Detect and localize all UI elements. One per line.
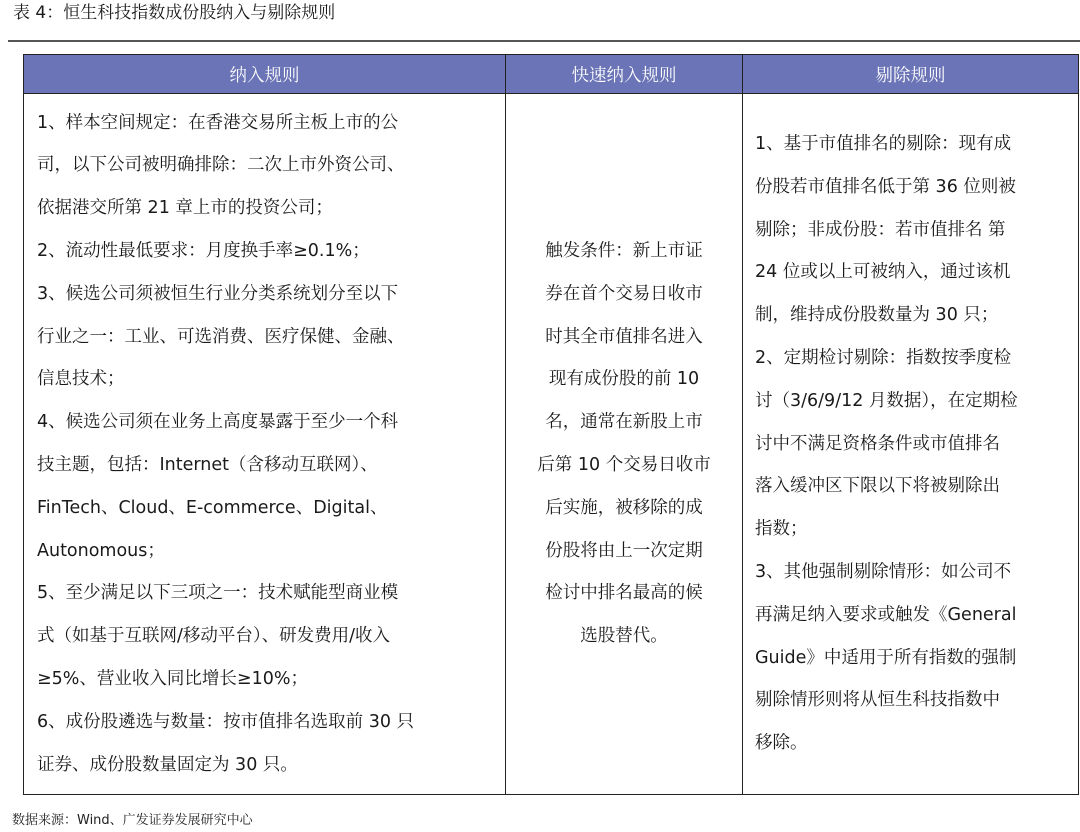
text-line: 3、候选公司须被恒生行业分类系统划分至以下	[37, 283, 399, 304]
text-line: 讨（3/6/9/12 月数据），在定期检	[755, 390, 1018, 411]
text-line: 司，以下公司被明确排除：二次上市外资公司、	[37, 155, 405, 176]
text-line: 行业之一：工业、可选消费、医疗保健、金融、	[37, 326, 405, 347]
text-line: Autonomous；	[37, 540, 165, 561]
text-line: 指数；	[755, 519, 808, 540]
text-line: 讨中不满足资格条件或市值排名	[755, 433, 1000, 454]
text-line: 信息技术；	[37, 369, 125, 390]
text-line: 券在首个交易日收市	[545, 283, 703, 304]
table-header-row	[24, 55, 1079, 94]
caption-divider	[8, 40, 1080, 42]
text-line: 依据港交所第 21 章上市的投资公司；	[37, 198, 333, 219]
text-line: 5、至少满足以下三项之一：技术赋能型商业模	[37, 583, 399, 604]
text-line: 1、基于市值排名的剔除：现有成	[755, 134, 1012, 155]
text-line: 检讨中排名最高的候	[545, 583, 703, 604]
text-line: 后实施，被移除的成	[545, 497, 703, 518]
text-line: Guide》中适用于所有指数的强制	[755, 647, 1017, 668]
text-line: 制，维持成份股数量为 30 只；	[755, 305, 999, 326]
text-line: 后第 10 个交易日收市	[537, 455, 711, 475]
text-line: 落入缓冲区下限以下将被剔除出	[755, 476, 1000, 497]
removal-rules-cell	[743, 94, 1079, 795]
text-line: ≥5%、营业收入同比增长≥10%；	[37, 668, 308, 689]
text-line: 时其全市值排名进入	[545, 326, 703, 347]
table-caption: 表 4：恒生科技指数成份股纳入与剔除规则	[13, 3, 336, 23]
header-removal-rules: 剔除规则	[743, 55, 1079, 94]
text-line: 证券、成份股数量固定为 30 只。	[37, 754, 298, 775]
text-line: 移除。	[755, 733, 808, 754]
text-line: 名，通常在新股上市	[545, 412, 703, 433]
text-line: 2、流动性最低要求：月度换手率≥0.1%；	[37, 241, 370, 262]
text-line: 触发条件：新上市证	[545, 241, 703, 262]
text-line: 1、样本空间规定：在香港交易所主板上市的公	[37, 112, 399, 133]
text-line: 24 位或以上可被纳入，通过该机	[755, 262, 1011, 283]
data-source-note: 数据来源：Wind、广发证券发展研究中心	[12, 813, 253, 828]
inclusion-rules-cell	[24, 94, 506, 795]
text-line: 4、候选公司须在业务上高度暴露于至少一个科	[37, 412, 399, 433]
header-fast-inclusion-rules: 快速纳入规则	[506, 55, 743, 94]
fast-inclusion-rules-cell	[506, 94, 743, 795]
text-line: 式（如基于互联网/移动平台）、研发费用/收入	[37, 626, 391, 647]
header-inclusion-rules: 纳入规则	[24, 55, 506, 94]
text-line: 剔除；非成份股：若市值排名 第	[755, 219, 1006, 240]
text-line: 6、成份股遴选与数量：按市值排名选取前 30 只	[37, 711, 415, 732]
text-line: 剔除情形则将从恒生科技指数中	[755, 690, 1000, 711]
rules-table	[23, 54, 1079, 795]
text-line: 份股将由上一次定期	[545, 540, 703, 561]
text-line: 技主题，包括：Internet（含移动互联网）、	[37, 455, 378, 475]
text-line: 选股替代。	[580, 626, 668, 647]
text-line: 份股若市值排名低于第 36 位则被	[755, 176, 1016, 197]
table-row	[24, 94, 1079, 795]
text-line: 3、其他强制剔除情形：如公司不	[755, 561, 1012, 582]
text-line: 2、定期检讨剔除：指数按季度检	[755, 348, 1012, 368]
text-line: 现有成份股的前 10	[548, 369, 700, 390]
text-line: FinTech、Cloud、E-commerce、Digital、	[37, 497, 388, 518]
text-line: 再满足纳入要求或触发《General	[755, 604, 1017, 625]
